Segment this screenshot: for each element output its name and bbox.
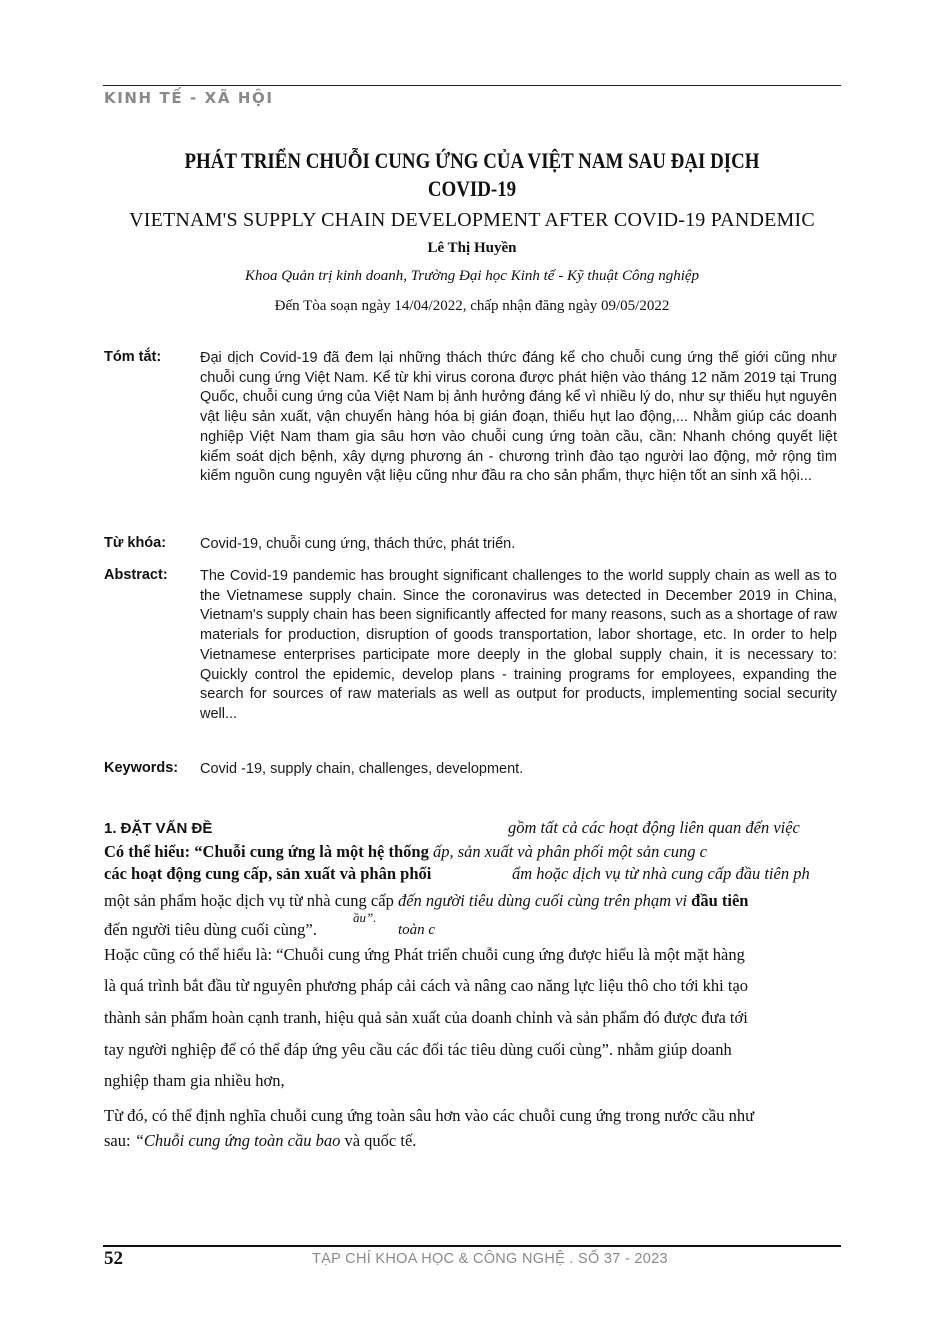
keywords-en-label: Keywords:: [104, 760, 179, 776]
keywords-vi-text: Covid-19, chuỗi cung ứng, thách thức, phát triển.: [200, 536, 516, 552]
body-line: nghiệp tham gia nhiều hơn,: [104, 1071, 285, 1090]
author-name: Lê Thị Huyền: [427, 240, 517, 256]
body-text: đến người tiêu dùng cuối cùng”.: [104, 920, 317, 939]
footer-rule: [103, 1245, 841, 1247]
body-line: Hoặc cũng có thể hiểu là: “Chuỗi cung ứng Phát triển chuỗi cung ứng được hiểu là một mặt hàng: [104, 945, 745, 964]
overlay-text: gồm tất cả các hoạt động liên quan đến việc: [508, 818, 800, 837]
body-text: một sản phẩm hoặc dịch vụ từ nhà cung cấp: [104, 891, 394, 910]
english-title: VIETNAM'S SUPPLY CHAIN DEVELOPMENT AFTER COVID-19 PANDEMIC: [129, 209, 815, 231]
body-line: [104, 864, 431, 884]
affiliation: Khoa Quản trị kinh doanh, Trường Đại học Kinh tế - Kỹ thuật Công nghiệp: [244, 268, 700, 284]
body-text: các hoạt động cung cấp, sản xuất và phân phối: [104, 864, 432, 883]
body-line: [104, 842, 707, 862]
body-text-italic: đến người tiêu dùng cuối cùng trên phạm vi: [397, 891, 688, 910]
summary-label: Tóm tắt:: [104, 349, 162, 365]
body-line: tay người nghiệp để có thể đáp ứng yêu cầu các đối tác tiêu dùng cuối cùng”. nhằm giúp doanh: [104, 1040, 732, 1059]
submission-dates: Đến Tòa soạn ngày 14/04/2022, chấp nhận đăng ngày 09/05/2022: [274, 298, 670, 314]
body-text-italic: ấp, sản xuất và phân phối một sản cung c: [432, 842, 708, 861]
body-text: và quốc tế.: [344, 1131, 417, 1150]
superscript-fragment: ầu”.: [353, 910, 377, 925]
body-line: [104, 891, 748, 911]
body-line: Từ đó, có thể định nghĩa chuỗi cung ứng toàn sâu hơn vào các chuỗi cung ứng trong nước cầu như: [104, 1106, 755, 1125]
abstract-text: The Covid-19 pandemic has brought significant challenges to the world supply chain as well as to the Vietnamese supply chain. Since the coronavirus was detected in December 2019 in China, Vietnam's supply chain has been significantly affected for many reasons, such as a shortage of raw materials for production, disruption of goods transportation, labor shortage, etc. In order to help Vietnamese enterprises participate more deeply in the global supply chain, it is necessary to: Quickly control the epidemic, develop plans - training programs for employees, expanding the search for sources of raw materials as well as output for products, implementing social security well...: [200, 568, 837, 722]
keywords-vi-label: Từ khóa:: [104, 535, 167, 551]
page-number: 52: [104, 1248, 123, 1269]
body-text-bold: đầu tiên: [691, 891, 749, 910]
section-tag: KINH TẾ - XÃ HỘI: [104, 89, 274, 107]
body-text-italic: toàn c: [398, 922, 436, 938]
summary-text: Đại dịch Covid-19 đã đem lại những thách thức đáng kể cho chuỗi cung ứng thế giới cũng như chuỗi cung ứng Việt Nam. Kể từ khi virus corona được phát hiện vào tháng 12 năm 2019 tại Trung Quốc, chuỗi cung ứng của Việt Nam bị ảnh hưởng đáng kể vì nhiều lý do, như sự thiếu hụt nguyên vật liệu sản xuất, vận chuyển hàng hóa bị gián đoạn, thiếu hụt lao động,... Nhằm giúp các doanh nghiệp Việt Nam tham gia sâu hơn vào chuỗi cung ứng toàn cầu, cần: Nhanh chóng quyết liệt kiểm soát dịch bệnh, xây dựng phương án - chương trình đào tạo người lao động, mở rộng tìm kiếm nguồn cung nguyên vật liệu cũng như đầu ra cho sản phẩm, thực hiện tốt an sinh xã hội...: [200, 350, 837, 485]
article-title-line-2: COVID-19: [427, 176, 517, 201]
article-title-line-1: PHÁT TRIỂN CHUỖI CUNG ỨNG CỦA VIỆT NAM SAU ĐẠI DỊCH: [184, 148, 760, 173]
abstract-label: Abstract:: [104, 567, 168, 583]
body-text: sau:: [104, 1131, 131, 1150]
header-rule: [103, 85, 841, 86]
keywords-en-text: Covid -19, supply chain, challenges, development.: [200, 761, 524, 777]
body-line: thành sản phẩm hoàn cạnh tranh, hiệu quả sản xuất của doanh chỉnh và sản phẩm đó được đưa tới: [104, 1008, 748, 1027]
body-line: [104, 920, 317, 940]
body-text-italic: ẩm hoặc dịch vụ từ nhà cung cấp đầu tiên ph: [512, 864, 810, 883]
journal-name: TẠP CHÍ KHOA HỌC & CÔNG NGHỆ . SỐ 37 - 2023: [312, 1251, 668, 1267]
section-heading: 1. ĐẶT VẤN ĐỀ: [104, 820, 213, 837]
body-text-italic: “Chuỗi cung ứng toàn cầu bao: [134, 1131, 341, 1150]
body-line: là quá trình bắt đầu từ nguyên phương pháp cải cách và nâng cao năng lực liệu thô cho tới khi tạo: [104, 976, 749, 995]
body-text: Có thể hiểu: “Chuỗi cung ứng là một hệ thống: [104, 842, 429, 861]
body-line: [104, 1131, 416, 1151]
